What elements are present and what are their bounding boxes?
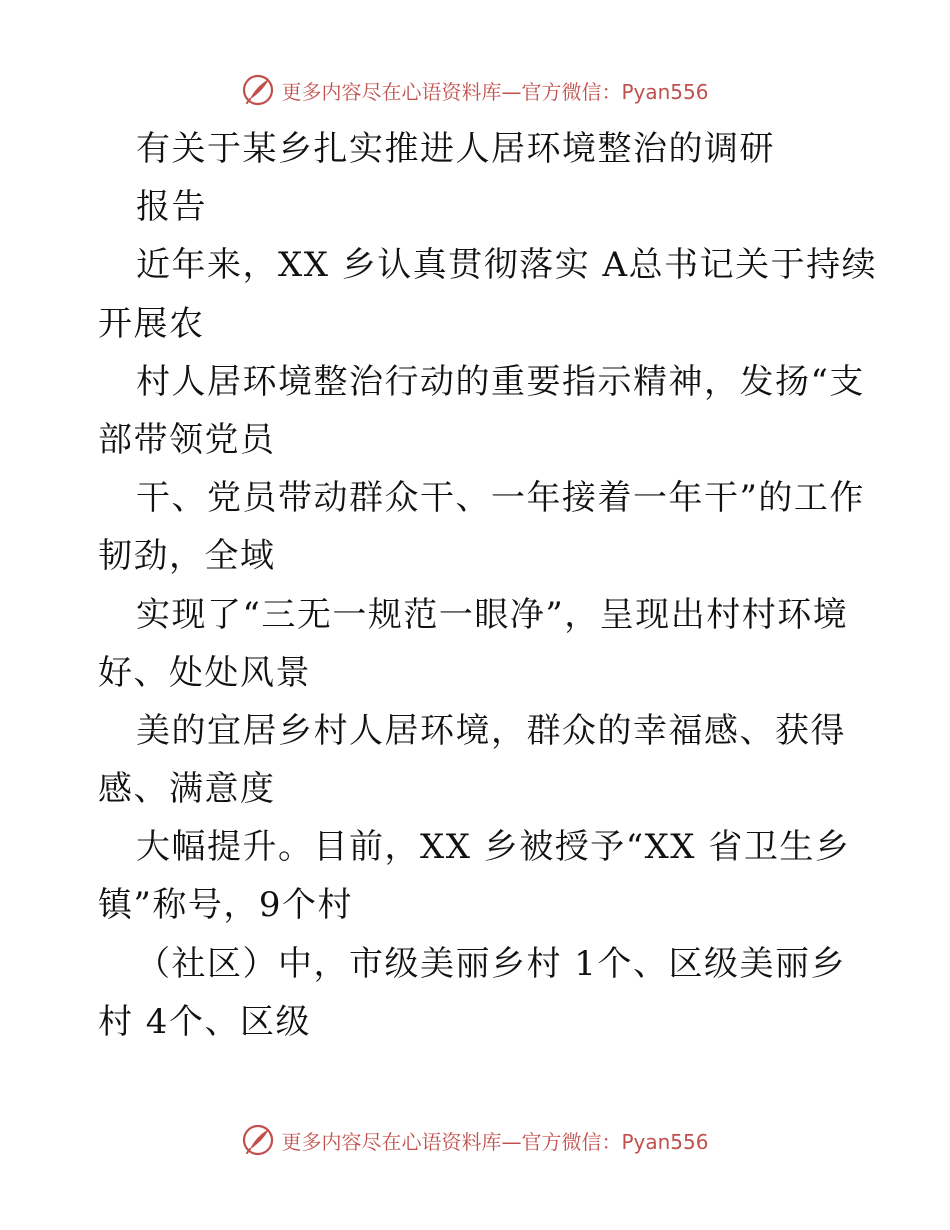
text-line: 近年来，XX 乡认真贯彻落实 A总书记关于持续	[136, 245, 878, 286]
text-line: 大幅提升。目前，XX 乡被授予“XX 省卫生乡	[136, 827, 851, 868]
header-watermark	[0, 70, 950, 110]
watermark-group	[241, 1123, 708, 1157]
text-line: 韧劲，全域	[98, 536, 276, 577]
document-body	[98, 120, 878, 1051]
text-line: （社区）中，市级美丽乡村 1个、区级美丽乡	[136, 943, 846, 984]
text-line: 实现了“三无一规范一眼净”，呈现出村村环境	[136, 594, 849, 635]
footer-watermark	[0, 1120, 950, 1160]
text-line: 好、处处风景	[98, 652, 311, 693]
text-line: 报告	[136, 187, 207, 228]
text-line: 开展农	[98, 303, 205, 344]
text-line: 美的宜居乡村人居环境，群众的幸福感、获得	[136, 710, 846, 751]
text-line: 感、满意度	[98, 769, 276, 810]
watermark-text: 更多内容尽在心语资料库—官方微信：Pyan556	[281, 1129, 709, 1154]
quill-pen-icon	[241, 1123, 275, 1157]
watermark-group	[241, 73, 708, 107]
watermark-text: 更多内容尽在心语资料库—官方微信：Pyan556	[281, 79, 709, 104]
text-line: 村 4个、区级	[98, 1001, 311, 1042]
text-line: 村人居环境整治行动的重要指示精神，发扬“支	[136, 361, 865, 402]
text-line: 干、党员带动群众干、一年接着一年干”的工作	[136, 478, 865, 519]
text-line: 有关于某乡扎实推进人居环境整治的调研	[136, 129, 775, 169]
text-line: 部带领党员	[98, 419, 276, 460]
text-line: 镇”称号，9个村	[98, 885, 354, 926]
quill-pen-icon	[241, 73, 275, 107]
